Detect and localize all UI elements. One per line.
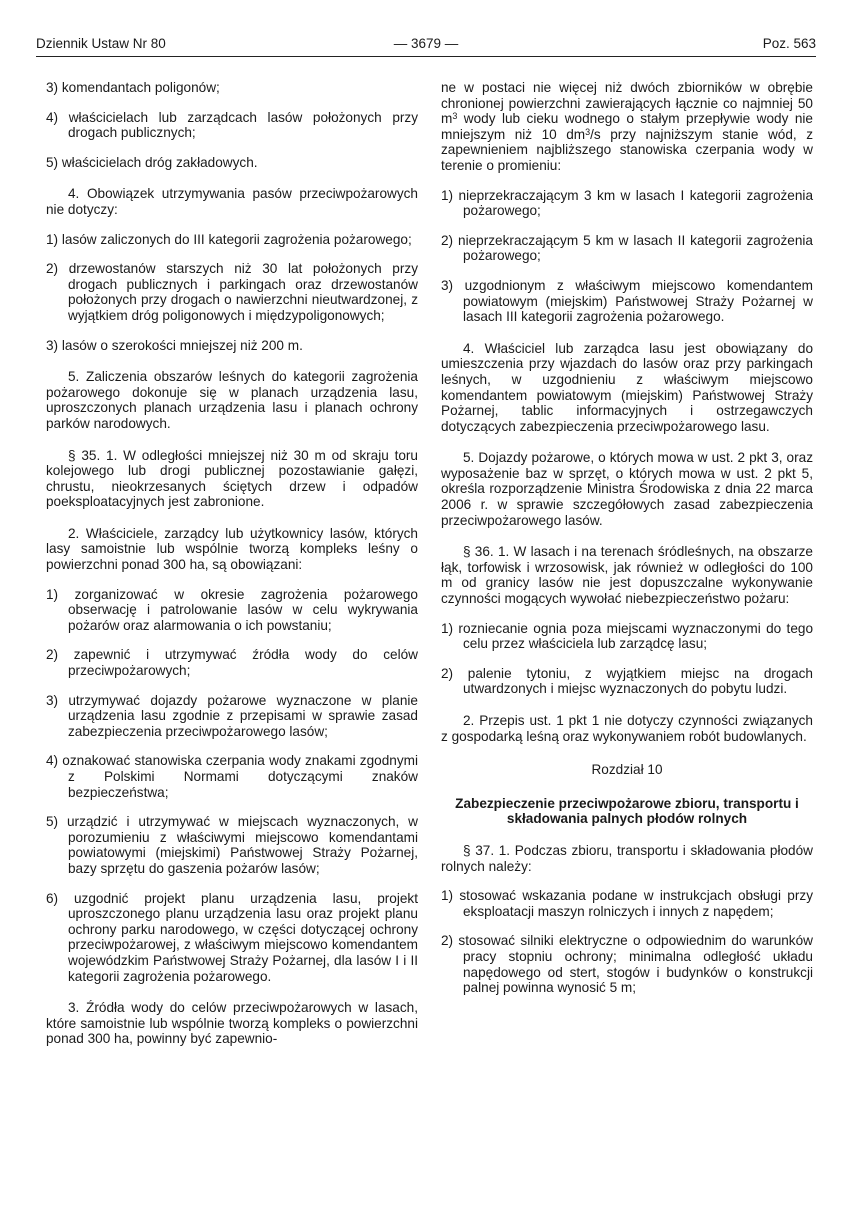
journal-title: Dziennik Ustaw Nr 80 bbox=[36, 36, 166, 51]
right-para-4: 4. Właściciel lub zarządca lasu jest obowiązany do umieszczenia przy wjazdach do lasów oraz przy parkingach leśnych, w uzgodnieniu z właściwym miejscowo komendantem powiatowym (miejskim) Państwowej Straży Pożarnej, tablic informacyjnych i ostrzegawczych dotyczących zabezpieczenia przeciwpożarowego lasu. bbox=[441, 340, 813, 434]
duty-item-6: 6) uzgodnić projekt planu urządzenia lasu, projekt uproszczonego planu urządzenia lasu oraz projekt planu ochrony parku narodowego, w części dotyczącej ochrony przeciwpożarowej, z właściwym miejscowo komendantem wojewódzkim Państwowej Straży Pożarnej, dla lasów I i II kategorii zagrożenia pożarowego. bbox=[46, 890, 418, 984]
water-tail: /s przy najniższym stanie wód, z zapewnieniem najbliższego stanowiska czerpania wody w terenie o promieniu: bbox=[441, 126, 814, 173]
section-35-para-3: 3. Źródła wody do celów przeciwpożarowych w lasach, które samoistnie lub wspólnie tworzą kompleks o powierzchni ponad 300 ha, powinny być zapewnio- bbox=[46, 1000, 418, 1047]
left-exempt-item-2: 2) drzewostanów starszych niż 30 lat położonych przy drogach publicznych i parkingach oraz drzewostanów położonych przy drogach o nawierzchni nieutwardzonej, z wyjątkiem dróg poligonowych i międzypoligonowych; bbox=[46, 261, 418, 323]
left-exempt-item-3: 3) lasów o szerokości mniejszej niż 200 m. bbox=[46, 337, 303, 353]
left-item-3: 3) komendantach poligonów; bbox=[46, 80, 220, 95]
harvest-item-1: 1) stosować wskazania podane w instrukcjach obsługi przy eksploatacji maszyn rolniczych i innych z napędem; bbox=[441, 888, 813, 919]
header-rule bbox=[36, 56, 816, 57]
page-number: — 3679 — bbox=[393, 36, 459, 51]
water-mid: wody lub cieku wodnego o stałym przepływie wody nie mniejszym niż 10 dm bbox=[441, 111, 813, 142]
position-number: Poz. 563 bbox=[762, 36, 816, 51]
left-exempt-item-1: 1) lasów zaliczonych do III kategorii zagrożenia pożarowego; bbox=[46, 231, 412, 247]
harvest-item-2: 2) stosować silniki elektryczne o odpowiednim do warunków pracy stopniu ochrony; minimalna odległość układu napędowego od stert, stogów i budynków o konstrukcji palnej powinna wynosić 5 m; bbox=[441, 933, 813, 996]
duty-item-2: 2) zapewnić i utrzymywać źródła wody do celów przeciwpożarowych; bbox=[46, 647, 418, 679]
left-para-4: 4. Obowiązek utrzymywania pasów przeciwpożarowych nie dotyczy: bbox=[46, 186, 418, 217]
left-item-4: 4) właścicielach lub zarządcach lasów położonych przy drogach publicznych; bbox=[46, 109, 418, 141]
radius-item-3: 3) uzgodnionym z właściwym miejscowo komendantem powiatowym (miejskim) Państwowej Straży Pożarnej w lasach III kategorii zagrożenia pożarowego. bbox=[441, 277, 813, 325]
left-item-5: 5) właścicielach dróg zakładowych. bbox=[46, 154, 258, 170]
chapter-title: Zabezpieczenie przeciwpożarowe zbioru, transportu i składowania palnych płodów rolnych bbox=[455, 795, 799, 827]
water-lead: ne w postaci nie więcej niż dwóch zbiorników w obrębie chronionej powierzchni zawierających łącznie co najmniej 50 m bbox=[441, 80, 813, 127]
water-source-paragraph bbox=[441, 80, 813, 174]
radius-item-1: 1) nieprzekraczającym 3 km w lasach I kategorii zagrożenia pożarowego; bbox=[441, 187, 813, 219]
duty-item-1: 1) zorganizować w okresie zagrożenia pożarowego obserwację i patrolowanie lasów w celu wykrywania pożarów oraz alarmowania o ich powstaniu; bbox=[46, 586, 418, 633]
section-37-para-1: § 37. 1. Podczas zbioru, transportu i składowania płodów rolnych należy: bbox=[441, 842, 813, 874]
section-35-para-2: 2. Właściciele, zarządcy lub użytkownicy lasów, których lasy samoistnie lub wspólnie tworzą kompleks leśny o powierzchni ponad 300 ha, są obowiązani: bbox=[46, 525, 418, 573]
right-column bbox=[441, 64, 813, 996]
left-column bbox=[46, 64, 418, 1047]
page-header bbox=[36, 36, 816, 56]
duty-item-4: 4) oznakować stanowiska czerpania wody znakami zgodnymi z Polskimi Normami dotyczącymi znaków bezpieczeństwa; bbox=[46, 753, 418, 800]
duty-item-3: 3) utrzymywać dojazdy pożarowe wyznaczone w planie urządzenia lasu zgodnie z przepisami w sprawie zasad zabezpieczenia przeciwpożarowego lasów; bbox=[46, 692, 418, 739]
cubic-dm-superscript: 3 bbox=[585, 126, 591, 137]
prohibition-item-1: 1) rozniecanie ognia poza miejscami wyznaczonymi do tego celu przez właściciela lub zarządcę lasu; bbox=[441, 620, 813, 652]
radius-item-2: 2) nieprzekraczającym 5 km w lasach II kategorii zagrożenia pożarowego; bbox=[441, 232, 813, 264]
cubic-superscript: 3 bbox=[452, 111, 458, 122]
section-36-para-2: 2. Przepis ust. 1 pkt 1 nie dotyczy czynności związanych z gospodarką leśną oraz wykonywaniem robót budowlanych. bbox=[441, 713, 813, 744]
chapter-number: Rozdział 10 bbox=[591, 762, 663, 778]
prohibition-item-2: 2) palenie tytoniu, z wyjątkiem miejsc na drogach utwardzonych i miejsc wyznaczonych do pobytu ludzi. bbox=[441, 665, 813, 697]
section-36-para-1: § 36. 1. W lasach i na terenach śródleśnych, na obszarze łąk, torfowisk i wrzosowisk, jak również w odległości do 100 m od granicy lasów nie jest dopuszczalne wykonywanie czynności mogących wywołać niebezpieczeństwo pożaru: bbox=[441, 544, 813, 607]
section-35-para-1: § 35. 1. W odległości mniejszej niż 30 m od skraju toru kolejowego lub drogi publicznej pozostawianie gałęzi, chrustu, nieokrzesanych ściętych drzew i odpadów poeksploatacyjnych jest zabronione. bbox=[46, 447, 418, 510]
left-para-5: 5. Zaliczenia obszarów leśnych do kategorii zagrożenia pożarowego dokonuje się w planach urządzenia lasu, uproszczonych planach urządzenia lasu i planach ochrony parków narodowych. bbox=[46, 369, 418, 431]
right-para-5: 5. Dojazdy pożarowe, o których mowa w ust. 2 pkt 3, oraz wyposażenie baz w sprzęt, o których mowa w ust. 2 pkt 5, określa rozporządzenie Ministra Środowiska z dnia 22 marca 2006 r. w sprawie szczegółowych zasad zabezpieczenia przeciwpożarowego lasów. bbox=[441, 450, 813, 528]
duty-item-5: 5) urządzić i utrzymywać w miejscach wyznaczonych, w porozumieniu z właściwymi miejscowo komendantami powiatowymi (miejskimi) Państwowej Straży Pożarnej, bazy sprzętu do gaszenia pożarów lasów; bbox=[46, 814, 418, 876]
